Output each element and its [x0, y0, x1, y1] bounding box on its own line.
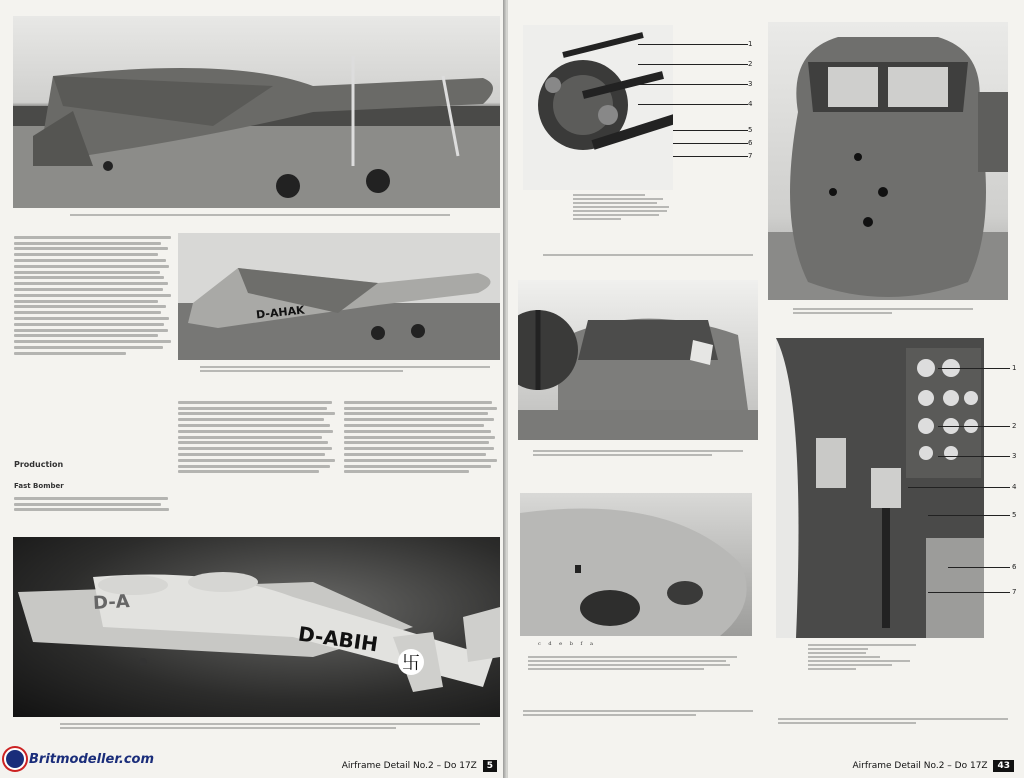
- left-page: [0, 0, 505, 778]
- do17-prototype-photo: [13, 16, 500, 208]
- body-text-column-2: [178, 398, 338, 528]
- body-text-column-1: [14, 233, 174, 433]
- left-footer: [342, 760, 497, 772]
- footer-title: Airframe Detail No.2 – Do 17Z: [341, 761, 477, 771]
- callout-number: 5: [1012, 511, 1017, 519]
- right-page: [508, 0, 1024, 778]
- key-list: [573, 192, 693, 222]
- d-abih-photo: [13, 537, 500, 717]
- instrument-panel-graphic: [776, 338, 984, 638]
- photo-caption: [533, 448, 743, 458]
- roundel-icon: [4, 748, 26, 770]
- aircraft-silhouette: [13, 537, 500, 717]
- callout-number: 7: [748, 152, 753, 160]
- cockpit-graphic: [518, 280, 758, 440]
- lower-nose-photo: [520, 493, 752, 636]
- callout-number: 3: [1012, 452, 1017, 460]
- registration-d-ahak: D-AHAK: [255, 303, 306, 322]
- callout-number: 5: [748, 126, 753, 134]
- photo-caption: [793, 306, 973, 316]
- callout-number: 4: [1012, 483, 1017, 491]
- registration-d-abih: D-ABIH: [296, 621, 380, 657]
- callout-number: 3: [748, 80, 753, 88]
- page-number: 43: [993, 760, 1014, 772]
- key-list: [808, 642, 928, 672]
- photo-caption: [60, 721, 480, 731]
- callout-number: 4: [748, 100, 753, 108]
- gun-mount-graphic: [523, 25, 673, 190]
- nose-graphic: [768, 22, 1008, 300]
- cockpit-interior-photo: [776, 338, 984, 638]
- body-text-column-3: [344, 398, 500, 528]
- body-text-column-4: [14, 494, 174, 530]
- right-footer: [853, 760, 1015, 772]
- swastika-icon: 卐: [402, 653, 420, 674]
- nose-gun-mounts-photo: [523, 25, 673, 190]
- footer-title: Airframe Detail No.2 – Do 17Z: [852, 761, 988, 771]
- d-ahak-photo: [178, 233, 500, 360]
- callout-number: 2: [1012, 422, 1017, 430]
- section-heading: Production: [14, 460, 64, 469]
- nose-front-photo: [768, 22, 1008, 300]
- lower-letters: [538, 641, 738, 647]
- callout-number: 6: [748, 139, 753, 147]
- photo-caption: [200, 364, 490, 374]
- callout-letters: c d e b f a: [538, 641, 596, 647]
- callout-number: 1: [748, 40, 753, 48]
- callout-number: 2: [748, 60, 753, 68]
- britmodeller-logo: [4, 748, 154, 770]
- aircraft-silhouette: [178, 233, 500, 360]
- photo-caption: [778, 716, 1008, 726]
- callout-number: 1: [1012, 364, 1017, 372]
- nose-underside-graphic: [520, 493, 752, 636]
- callout-number: 7: [1012, 588, 1017, 596]
- aircraft-silhouette: [13, 16, 500, 208]
- photo-caption: [543, 252, 753, 258]
- photo-caption: [523, 708, 753, 718]
- watermark-text: Britmodeller.com: [29, 751, 154, 767]
- cockpit-glazing-photo: [518, 280, 758, 440]
- callout-number: 6: [1012, 563, 1017, 571]
- registration-d-a: D-A: [92, 591, 131, 614]
- subheading: Fast Bomber: [14, 482, 64, 490]
- key-list: [528, 654, 748, 672]
- photo-caption: [70, 212, 450, 218]
- page-number: 5: [483, 760, 497, 772]
- tail-marking: [398, 649, 424, 675]
